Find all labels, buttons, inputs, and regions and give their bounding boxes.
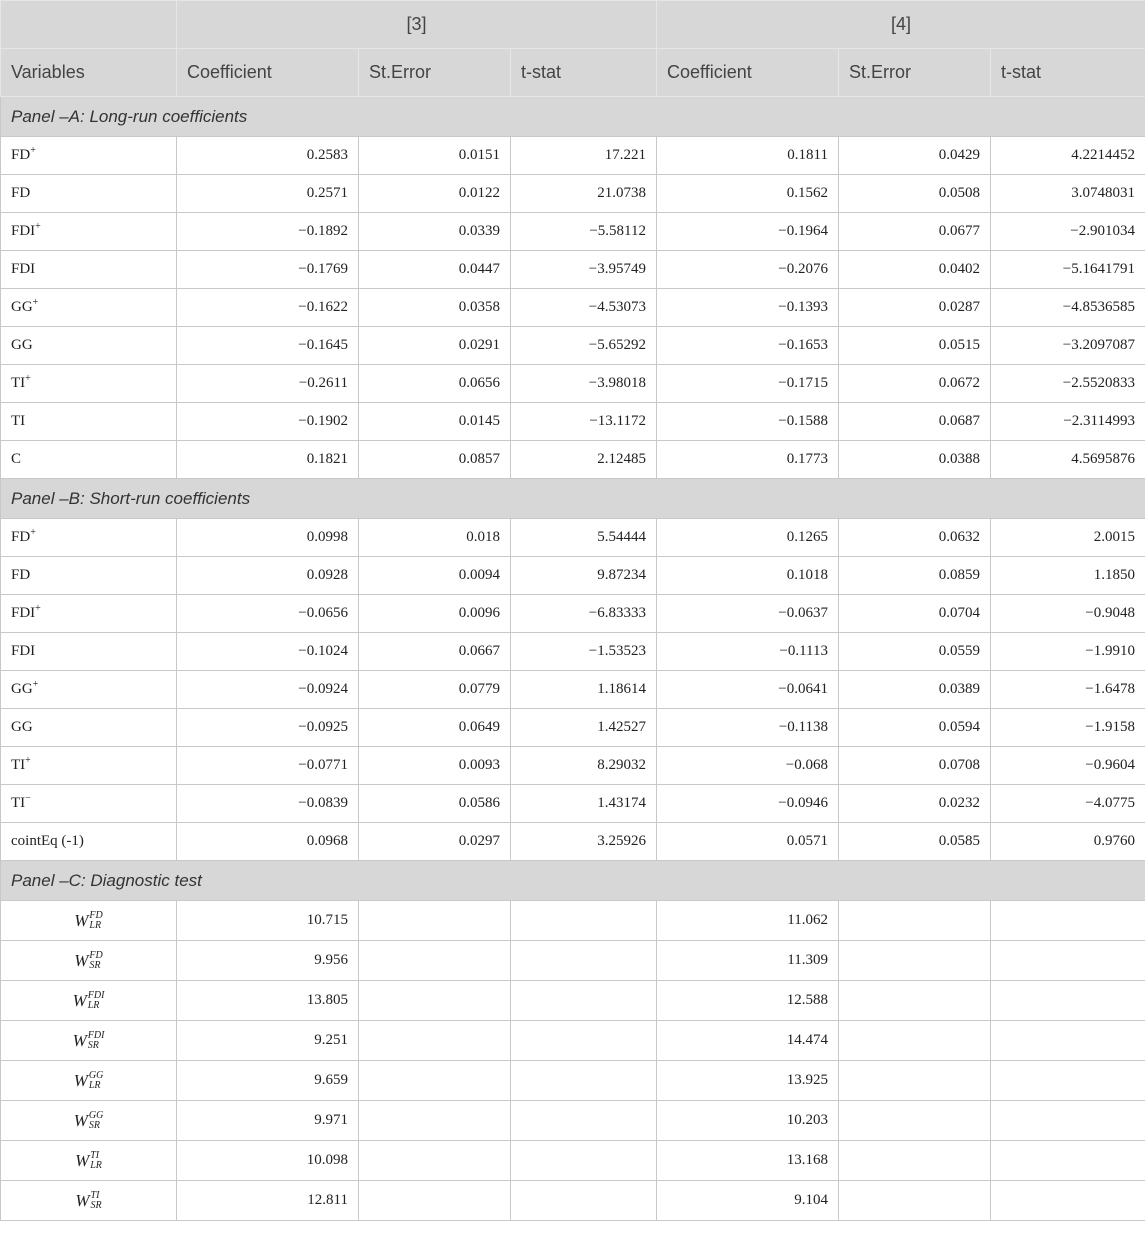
variable-name: TI <box>11 413 26 429</box>
value-cell-c4: −0.2076 <box>657 251 839 289</box>
table-row <box>1 557 1145 595</box>
value-cell-se3: 0.0779 <box>359 671 511 709</box>
table-row <box>1 365 1145 403</box>
empty-cell <box>359 981 511 1021</box>
wald-symbol: W <box>75 1190 90 1210</box>
panel-b-body <box>1 479 1145 861</box>
value-cell-se4: 0.0632 <box>839 519 991 557</box>
table-row <box>1 1181 1145 1221</box>
value-cell-c3: −0.1902 <box>177 403 359 441</box>
group-header-3: [3] <box>177 1 657 49</box>
value-cell-t4: −0.9604 <box>991 747 1145 785</box>
value-cell-c3: −0.1024 <box>177 633 359 671</box>
variable-superscript: + <box>30 145 36 156</box>
value-cell-t3: −3.98018 <box>511 365 657 403</box>
value-cell-se3: 0.0297 <box>359 823 511 861</box>
value-cell-t3: 17.221 <box>511 137 657 175</box>
value-cell-t3: −3.95749 <box>511 251 657 289</box>
wald-scripts <box>90 1151 102 1171</box>
variable-cell <box>1 365 177 403</box>
empty-cell <box>991 1141 1145 1181</box>
value-cell-se4: 0.0508 <box>839 175 991 213</box>
empty-cell <box>991 1021 1145 1061</box>
value-cell-se3: 0.0291 <box>359 327 511 365</box>
variable-superscript: + <box>32 297 39 308</box>
variable-cell <box>1 747 177 785</box>
value-cell-v3: 9.251 <box>177 1021 359 1061</box>
group-header-blank <box>1 1 177 49</box>
variable-superscript: + <box>35 603 41 614</box>
wald-superscript: TI <box>90 1149 100 1161</box>
value-cell-se3: 0.0447 <box>359 251 511 289</box>
wald-subscript: LR <box>90 1159 102 1171</box>
empty-cell <box>991 981 1145 1021</box>
value-cell-c3: −0.0656 <box>177 595 359 633</box>
value-cell-t4: 0.9760 <box>991 823 1145 861</box>
value-cell-c4: −0.1393 <box>657 289 839 327</box>
value-cell-v3: 9.956 <box>177 941 359 981</box>
value-cell-t4: −2.901034 <box>991 213 1145 251</box>
variable-name: GG <box>11 299 33 315</box>
value-cell-se3: 0.0094 <box>359 557 511 595</box>
empty-cell <box>991 1181 1145 1221</box>
col-header-st-error-3: St.Error <box>359 49 511 97</box>
variable-cell <box>1 327 177 365</box>
table-row <box>1 941 1145 981</box>
value-cell-c4: −0.1715 <box>657 365 839 403</box>
wald-superscript: GG <box>88 1109 104 1121</box>
wald-scripts <box>89 1111 103 1131</box>
value-cell-t4: −3.2097087 <box>991 327 1145 365</box>
variable-superscript: + <box>32 679 39 690</box>
value-cell-t3: −13.1172 <box>511 403 657 441</box>
value-cell-v3: 10.715 <box>177 901 359 941</box>
value-cell-c4: −0.068 <box>657 747 839 785</box>
variable-name: GG <box>11 681 33 697</box>
value-cell-se3: 0.0122 <box>359 175 511 213</box>
table-row <box>1 901 1145 941</box>
wald-symbol: W <box>74 950 89 970</box>
wald-statistic-label <box>1 941 177 981</box>
empty-cell <box>991 901 1145 941</box>
value-cell-v4: 13.925 <box>657 1061 839 1101</box>
value-cell-c3: −0.1645 <box>177 327 359 365</box>
table-row <box>1 1061 1145 1101</box>
variable-name: C <box>11 451 22 467</box>
empty-cell <box>359 1021 511 1061</box>
empty-cell <box>359 1141 511 1181</box>
col-header-variables: Variables <box>1 49 177 97</box>
value-cell-se3: 0.0656 <box>359 365 511 403</box>
column-header-row <box>1 49 1145 97</box>
empty-cell <box>511 901 657 941</box>
value-cell-t4: −2.3114993 <box>991 403 1145 441</box>
wald-superscript: FDI <box>87 1029 105 1041</box>
value-cell-t3: −6.83333 <box>511 595 657 633</box>
table-row <box>1 441 1145 479</box>
col-header-t-stat-4: t-stat <box>991 49 1145 97</box>
wald-subscript: SR <box>88 1119 100 1131</box>
empty-cell <box>511 1181 657 1221</box>
panel-b-title: Panel –B: Short-run coefficients <box>1 479 1145 519</box>
empty-cell <box>511 941 657 981</box>
value-cell-c4: 0.1773 <box>657 441 839 479</box>
value-cell-se4: 0.0429 <box>839 137 991 175</box>
wald-scripts <box>88 1031 105 1051</box>
value-cell-t4: −1.6478 <box>991 671 1145 709</box>
value-cell-c4: −0.1653 <box>657 327 839 365</box>
value-cell-se3: 0.0339 <box>359 213 511 251</box>
table-row <box>1 289 1145 327</box>
value-cell-se4: 0.0389 <box>839 671 991 709</box>
value-cell-c3: 0.0968 <box>177 823 359 861</box>
value-cell-c4: 0.1562 <box>657 175 839 213</box>
value-cell-t4: −2.5520833 <box>991 365 1145 403</box>
value-cell-t4: −5.1641791 <box>991 251 1145 289</box>
wald-statistic-label <box>1 981 177 1021</box>
empty-cell <box>839 1061 991 1101</box>
variable-name: TI <box>11 795 26 811</box>
variable-cell <box>1 557 177 595</box>
value-cell-t3: 5.54444 <box>511 519 657 557</box>
value-cell-se4: 0.0402 <box>839 251 991 289</box>
table-row <box>1 595 1145 633</box>
value-cell-se4: 0.0232 <box>839 785 991 823</box>
value-cell-c3: −0.0839 <box>177 785 359 823</box>
value-cell-t4: −4.0775 <box>991 785 1145 823</box>
col-header-coefficient-3: Coefficient <box>177 49 359 97</box>
value-cell-t4: −4.8536585 <box>991 289 1145 327</box>
wald-statistic-label <box>1 1021 177 1061</box>
wald-symbol: W <box>74 910 89 930</box>
empty-cell <box>359 1061 511 1101</box>
value-cell-c3: 0.1821 <box>177 441 359 479</box>
value-cell-t3: 3.25926 <box>511 823 657 861</box>
table-row <box>1 747 1145 785</box>
value-cell-se4: 0.0287 <box>839 289 991 327</box>
wald-subscript: SR <box>87 1039 99 1051</box>
wald-statistic-label <box>1 1061 177 1101</box>
value-cell-se4: 0.0687 <box>839 403 991 441</box>
table-row <box>1 1101 1145 1141</box>
variable-name: GG <box>11 337 33 353</box>
variable-cell <box>1 519 177 557</box>
table-row <box>1 403 1145 441</box>
variable-name: FDI <box>11 223 36 239</box>
wald-scripts <box>88 991 105 1011</box>
variable-name: GG <box>11 719 33 735</box>
value-cell-c3: 0.0928 <box>177 557 359 595</box>
wald-symbol: W <box>73 1070 88 1090</box>
value-cell-t3: 2.12485 <box>511 441 657 479</box>
empty-cell <box>991 941 1145 981</box>
variable-superscript: + <box>25 755 31 766</box>
panel-a-header <box>1 97 1145 137</box>
value-cell-c3: −0.0925 <box>177 709 359 747</box>
group-header-4: [4] <box>657 1 1145 49</box>
col-header-t-stat-3: t-stat <box>511 49 657 97</box>
wald-subscript: LR <box>88 1079 101 1091</box>
variable-cell <box>1 403 177 441</box>
variable-cell <box>1 633 177 671</box>
col-header-st-error-4: St.Error <box>839 49 991 97</box>
value-cell-v4: 10.203 <box>657 1101 839 1141</box>
variable-cell <box>1 289 177 327</box>
wald-superscript: GG <box>88 1069 104 1081</box>
table-row <box>1 785 1145 823</box>
variable-name: FD <box>11 567 31 583</box>
value-cell-c3: 0.2583 <box>177 137 359 175</box>
value-cell-t3: 21.0738 <box>511 175 657 213</box>
value-cell-se4: 0.0388 <box>839 441 991 479</box>
variable-cell <box>1 251 177 289</box>
value-cell-se3: 0.0857 <box>359 441 511 479</box>
wald-scripts <box>91 1191 102 1211</box>
empty-cell <box>839 941 991 981</box>
wald-superscript: FD <box>89 909 103 921</box>
wald-superscript: TI <box>90 1189 100 1201</box>
value-cell-t3: 1.18614 <box>511 671 657 709</box>
wald-subscript: LR <box>89 919 102 931</box>
value-cell-v4: 11.309 <box>657 941 839 981</box>
value-cell-t4: 2.0015 <box>991 519 1145 557</box>
value-cell-t3: −5.65292 <box>511 327 657 365</box>
value-cell-c3: −0.0924 <box>177 671 359 709</box>
value-cell-c4: 0.1265 <box>657 519 839 557</box>
wald-scripts <box>89 911 102 931</box>
variable-cell <box>1 441 177 479</box>
panel-a-body <box>1 97 1145 479</box>
variable-name: FD <box>11 147 31 163</box>
value-cell-v4: 9.104 <box>657 1181 839 1221</box>
wald-symbol: W <box>73 1110 88 1130</box>
value-cell-se3: 0.0358 <box>359 289 511 327</box>
value-cell-t4: 4.5695876 <box>991 441 1145 479</box>
panel-c-body <box>1 861 1145 1221</box>
value-cell-c3: −0.1769 <box>177 251 359 289</box>
value-cell-se3: 0.0649 <box>359 709 511 747</box>
value-cell-t3: −4.53073 <box>511 289 657 327</box>
value-cell-se3: 0.0145 <box>359 403 511 441</box>
value-cell-c4: 0.1811 <box>657 137 839 175</box>
value-cell-t4: −1.9158 <box>991 709 1145 747</box>
value-cell-c3: −0.1892 <box>177 213 359 251</box>
value-cell-c3: −0.0771 <box>177 747 359 785</box>
variable-cell <box>1 137 177 175</box>
wald-subscript: LR <box>87 999 100 1011</box>
value-cell-se4: 0.0559 <box>839 633 991 671</box>
table-row <box>1 137 1145 175</box>
empty-cell <box>359 941 511 981</box>
table-row <box>1 1141 1145 1181</box>
table-row <box>1 709 1145 747</box>
value-cell-v4: 13.168 <box>657 1141 839 1181</box>
value-cell-c4: −0.0946 <box>657 785 839 823</box>
variable-name: FD <box>11 529 31 545</box>
variable-name: FDI <box>11 643 36 659</box>
value-cell-v4: 11.062 <box>657 901 839 941</box>
wald-subscript: SR <box>90 1199 102 1211</box>
value-cell-c4: −0.0637 <box>657 595 839 633</box>
wald-statistic-label <box>1 901 177 941</box>
value-cell-se4: 0.0704 <box>839 595 991 633</box>
variable-cell <box>1 213 177 251</box>
table-row <box>1 327 1145 365</box>
value-cell-c4: 0.1018 <box>657 557 839 595</box>
value-cell-t3: −5.58112 <box>511 213 657 251</box>
empty-cell <box>511 981 657 1021</box>
variable-cell <box>1 823 177 861</box>
table-row <box>1 1021 1145 1061</box>
value-cell-c4: 0.0571 <box>657 823 839 861</box>
wald-statistic-label <box>1 1141 177 1181</box>
wald-superscript: FDI <box>87 989 105 1001</box>
wald-scripts <box>89 1071 103 1091</box>
value-cell-se4: 0.0708 <box>839 747 991 785</box>
value-cell-c4: −0.1964 <box>657 213 839 251</box>
value-cell-c3: −0.2611 <box>177 365 359 403</box>
empty-cell <box>991 1061 1145 1101</box>
wald-subscript: SR <box>89 959 101 971</box>
value-cell-v3: 12.811 <box>177 1181 359 1221</box>
variable-name: cointEq (-1) <box>11 833 84 849</box>
empty-cell <box>839 1021 991 1061</box>
variable-name: TI <box>11 757 26 773</box>
wald-symbol: W <box>72 1030 87 1050</box>
value-cell-t4: 3.0748031 <box>991 175 1145 213</box>
empty-cell <box>839 981 991 1021</box>
value-cell-se3: 0.0093 <box>359 747 511 785</box>
variable-name: FD <box>11 185 31 201</box>
value-cell-t3: 1.43174 <box>511 785 657 823</box>
value-cell-v3: 9.659 <box>177 1061 359 1101</box>
value-cell-t3: 1.42527 <box>511 709 657 747</box>
value-cell-se3: 0.018 <box>359 519 511 557</box>
value-cell-c3: 0.0998 <box>177 519 359 557</box>
panel-b-header <box>1 479 1145 519</box>
value-cell-c4: −0.1138 <box>657 709 839 747</box>
value-cell-se3: 0.0667 <box>359 633 511 671</box>
variable-cell <box>1 785 177 823</box>
table-row <box>1 213 1145 251</box>
value-cell-c4: −0.1113 <box>657 633 839 671</box>
wald-scripts <box>89 951 102 971</box>
wald-superscript: FD <box>89 949 103 961</box>
empty-cell <box>839 901 991 941</box>
value-cell-se4: 0.0672 <box>839 365 991 403</box>
variable-superscript: + <box>35 221 41 232</box>
empty-cell <box>991 1101 1145 1141</box>
table-row <box>1 251 1145 289</box>
variable-superscript: − <box>25 793 31 804</box>
value-cell-t3: 8.29032 <box>511 747 657 785</box>
variable-superscript: + <box>30 527 36 538</box>
value-cell-se3: 0.0096 <box>359 595 511 633</box>
variable-cell <box>1 671 177 709</box>
table-row <box>1 823 1145 861</box>
value-cell-se3: 0.0151 <box>359 137 511 175</box>
empty-cell <box>511 1061 657 1101</box>
variable-cell <box>1 175 177 213</box>
table-row <box>1 519 1145 557</box>
value-cell-se4: 0.0594 <box>839 709 991 747</box>
wald-symbol: W <box>72 990 87 1010</box>
wald-statistic-label <box>1 1181 177 1221</box>
empty-cell <box>359 1101 511 1141</box>
value-cell-t3: −1.53523 <box>511 633 657 671</box>
value-cell-v3: 9.971 <box>177 1101 359 1141</box>
empty-cell <box>839 1101 991 1141</box>
wald-symbol: W <box>75 1150 90 1170</box>
empty-cell <box>511 1141 657 1181</box>
value-cell-t4: 4.2214452 <box>991 137 1145 175</box>
value-cell-se4: 0.0859 <box>839 557 991 595</box>
panel-a-title: Panel –A: Long-run coefficients <box>1 97 1145 137</box>
variable-cell <box>1 595 177 633</box>
empty-cell <box>359 901 511 941</box>
value-cell-se4: 0.0585 <box>839 823 991 861</box>
value-cell-t4: −1.9910 <box>991 633 1145 671</box>
empty-cell <box>839 1141 991 1181</box>
empty-cell <box>511 1021 657 1061</box>
empty-cell <box>359 1181 511 1221</box>
table-row <box>1 981 1145 1021</box>
value-cell-c4: −0.1588 <box>657 403 839 441</box>
value-cell-t4: −0.9048 <box>991 595 1145 633</box>
wald-statistic-label <box>1 1101 177 1141</box>
value-cell-c3: −0.1622 <box>177 289 359 327</box>
value-cell-c4: −0.0641 <box>657 671 839 709</box>
empty-cell <box>511 1101 657 1141</box>
value-cell-t3: 9.87234 <box>511 557 657 595</box>
panel-c-header <box>1 861 1145 901</box>
value-cell-t4: 1.1850 <box>991 557 1145 595</box>
value-cell-v3: 10.098 <box>177 1141 359 1181</box>
col-header-coefficient-4: Coefficient <box>657 49 839 97</box>
empty-cell <box>839 1181 991 1221</box>
table-row <box>1 633 1145 671</box>
value-cell-v4: 12.588 <box>657 981 839 1021</box>
value-cell-v3: 13.805 <box>177 981 359 1021</box>
variable-name: FDI <box>11 605 36 621</box>
panel-c-title: Panel –C: Diagnostic test <box>1 861 1145 901</box>
table-row <box>1 175 1145 213</box>
table-row <box>1 671 1145 709</box>
variable-cell <box>1 709 177 747</box>
value-cell-se4: 0.0677 <box>839 213 991 251</box>
value-cell-c3: 0.2571 <box>177 175 359 213</box>
variable-name: TI <box>11 375 26 391</box>
value-cell-se4: 0.0515 <box>839 327 991 365</box>
variable-name: FDI <box>11 261 36 277</box>
variable-superscript: + <box>25 373 31 384</box>
value-cell-se3: 0.0586 <box>359 785 511 823</box>
group-header-row <box>1 1 1145 49</box>
value-cell-v4: 14.474 <box>657 1021 839 1061</box>
